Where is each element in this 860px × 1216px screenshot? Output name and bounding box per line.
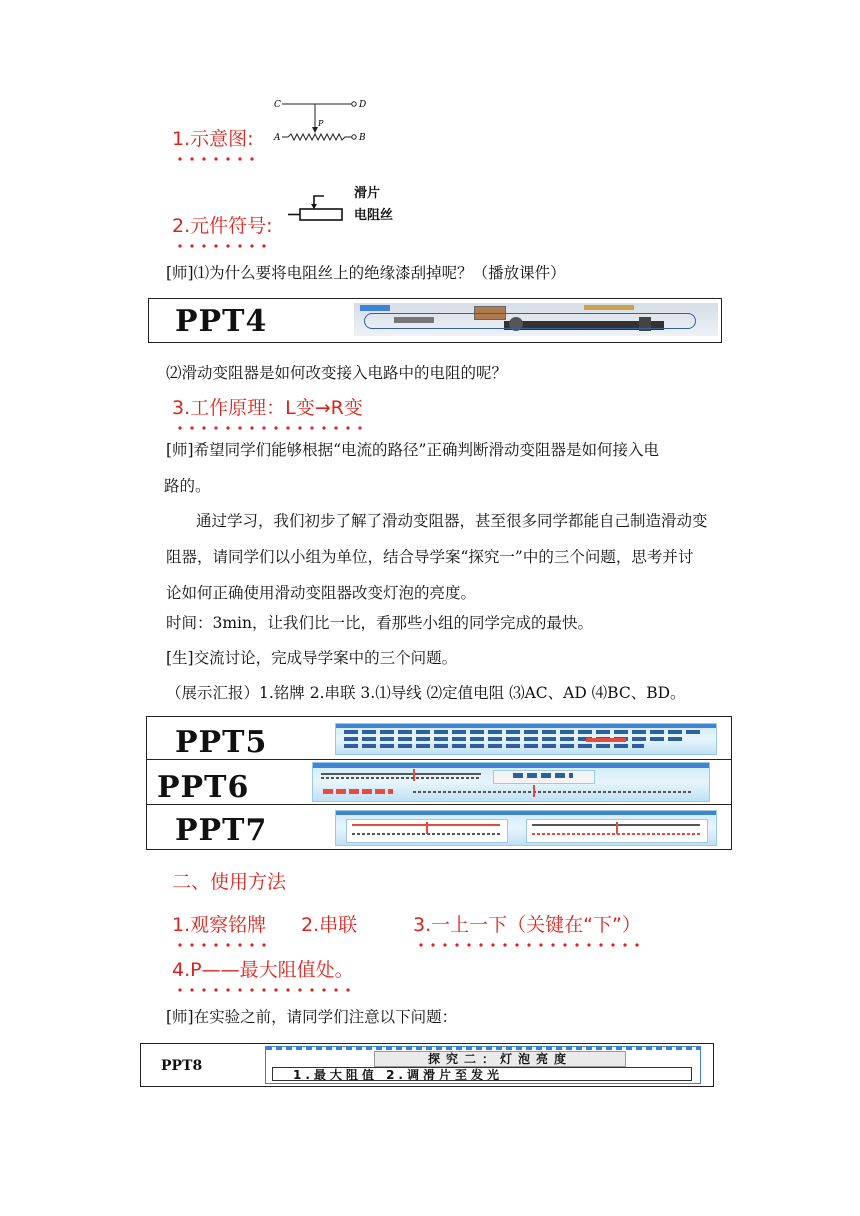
student-activity: [生]交流讨论，完成导学案中的三个问题。 — [166, 649, 458, 667]
ppt8-label: PPT8 — [161, 1058, 203, 1074]
ppt4-box — [148, 298, 722, 343]
ppt7-row — [147, 805, 731, 849]
ppt8-slide-line: 1.最大阻值 2.调滑片至发光 — [272, 1067, 692, 1081]
terminal-a-label: A — [274, 133, 281, 143]
usage-item-series: 2.串联 — [301, 914, 358, 936]
usage-item-one-up-one-down: 3.一上一下（关键在“下”） — [413, 914, 641, 936]
ppt8-box — [140, 1043, 714, 1087]
summary-paragraph-line1: 通过学习，我们初步了解了滑动变阻器，甚至很多同学都能自己制造滑动变 — [196, 512, 708, 530]
ppt5-7-table — [146, 716, 732, 850]
ppt5-label: PPT5 — [175, 725, 268, 760]
ppt7-label: PPT7 — [175, 813, 268, 848]
time-instruction: 时间：3min，让我们比一比，看那些小组的同学完成的最快。 — [166, 614, 594, 632]
teacher-before-experiment: [师]在实验之前，请同学们注意以下问题： — [166, 1008, 458, 1026]
teacher-paragraph-line2: 路的。 — [164, 477, 211, 495]
heading-usage-method: 二、使用方法 — [172, 871, 287, 893]
rheostat-schematic-diagram — [268, 96, 388, 148]
heading-schematic: 1.示意图: — [172, 128, 254, 150]
resistance-wire-label: 电阻丝 — [354, 208, 394, 223]
slider-label: 滑片 — [354, 186, 381, 201]
ppt6-slide-thumbnail — [312, 762, 710, 802]
rheostat-symbol-icon — [286, 188, 346, 234]
terminal-d-label: D — [359, 100, 367, 110]
ppt6-label: PPT6 — [157, 770, 250, 805]
summary-paragraph-line2: 阻器，请同学们以小组为单位，结合导学案“探究一”中的三个问题，思考并讨 — [166, 548, 694, 566]
teacher-question-1: [师]⑴为什么要将电阻丝上的绝缘漆刮掉呢？（播放课件） — [166, 264, 566, 282]
usage-item-nameplate: 1.观察铭牌 — [172, 914, 267, 936]
report-answers: （展示汇报）1.铭牌 2.串联 3.⑴导线 ⑵定值电阻 ⑶AC、AD ⑷BC、BD。 — [166, 684, 686, 702]
ppt5-slide-thumbnail — [335, 723, 717, 755]
ppt4-slide-thumbnail — [354, 303, 718, 336]
slider-p-label: P — [318, 119, 324, 128]
heading-working-principle: 3.工作原理：L变→R变 — [172, 397, 363, 419]
ppt6-row — [147, 760, 731, 805]
terminal-b-label: B — [359, 133, 366, 143]
summary-paragraph-line3: 论如何正确使用滑动变阻器改变灯泡的亮度。 — [166, 584, 477, 602]
terminal-c-label: C — [274, 100, 281, 110]
teacher-paragraph-line1: [师]希望同学们能够根据“电流的路径”正确判断滑动变阻器是如何接入电 — [166, 441, 659, 459]
heading-symbol: 2.元件符号: — [172, 215, 273, 237]
teacher-question-2: ⑵滑动变阻器是如何改变接入电路中的电阻的呢？ — [166, 364, 508, 382]
ppt8-slide-thumbnail — [265, 1046, 701, 1084]
usage-item-max-resistance: 4.P——最大阻值处。 — [172, 959, 354, 981]
ppt8-slide-title: 探究二：灯泡亮度 — [374, 1051, 626, 1067]
ppt4-label: PPT4 — [175, 304, 268, 339]
ppt7-slide-thumbnail — [335, 810, 717, 846]
ppt5-row — [147, 717, 731, 760]
